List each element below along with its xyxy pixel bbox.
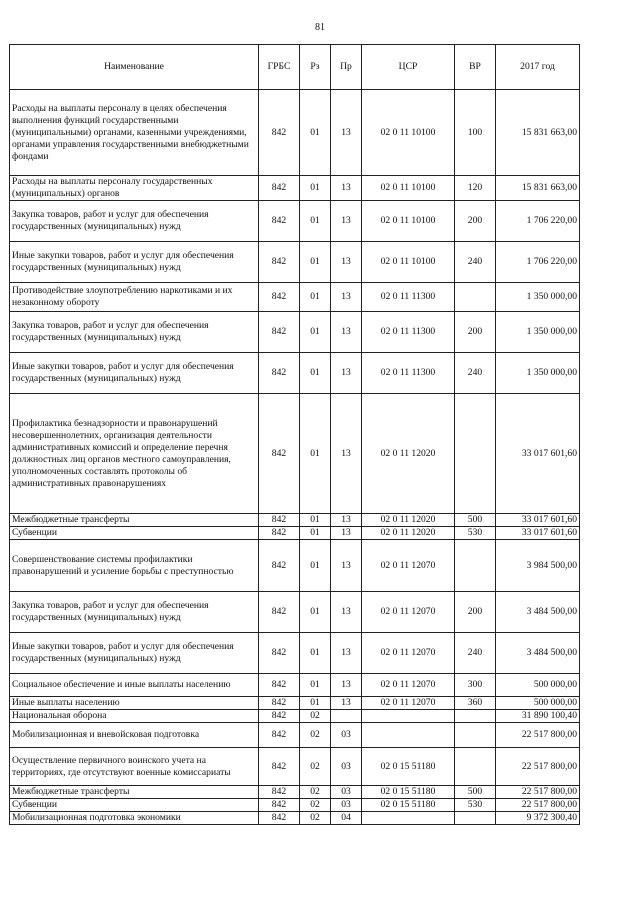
table-row [10, 514, 580, 527]
cell-pr: 13 [331, 697, 362, 710]
cell-sum: 3 984 500,00 [496, 540, 580, 592]
cell-grbs: 842 [259, 514, 300, 527]
cell-rz: 01 [300, 674, 331, 697]
cell-csr: 02 0 15 51180 [362, 748, 455, 786]
cell-name: Иные закупки товаров, работ и услуг для обеспечения государственных (муниципальных) нужд [10, 633, 259, 674]
cell-sum: 31 890 100,40 [496, 710, 580, 723]
cell-sum: 33 017 601,60 [496, 514, 580, 527]
cell-sum: 22 517 800,00 [496, 799, 580, 812]
cell-csr: 02 0 11 12070 [362, 674, 455, 697]
cell-sum: 9 372 300,40 [496, 812, 580, 825]
cell-pr: 13 [331, 514, 362, 527]
cell-grbs: 842 [259, 394, 300, 514]
cell-pr: 13 [331, 633, 362, 674]
cell-grbs: 842 [259, 527, 300, 540]
cell-csr [362, 710, 455, 723]
cell-sum: 500 000,00 [496, 697, 580, 710]
cell-name: Межбюджетные трансферты [10, 786, 259, 799]
table-row [10, 812, 580, 825]
cell-rz: 01 [300, 540, 331, 592]
cell-name: Межбюджетные трансферты [10, 514, 259, 527]
cell-pr: 13 [331, 527, 362, 540]
cell-rz: 01 [300, 697, 331, 710]
cell-pr: 13 [331, 176, 362, 201]
cell-name: Иные закупки товаров, работ и услуг для обеспечения государственных (муниципальных) нужд [10, 242, 259, 283]
table-row [10, 786, 580, 799]
cell-name: Субвенции [10, 527, 259, 540]
cell-pr: 04 [331, 812, 362, 825]
cell-name: Профилактика безнадзорности и правонарушений несовершеннолетних, организация деятельности административных комиссий и определение перечня должностных лиц органов местного самоуправления, уполномоченных составлять протоколы об административных правонарушениях [10, 394, 259, 514]
cell-pr [331, 710, 362, 723]
cell-name: Расходы на выплаты персоналу в целях обеспечения выполнения функций государственными (муниципальными) органами, казенными учреждениями, органами управления государственными внебюджетными фондами [10, 90, 259, 176]
cell-grbs: 842 [259, 312, 300, 353]
cell-vr: 240 [455, 353, 496, 394]
header-name: Наименование [10, 45, 259, 90]
cell-vr: 240 [455, 633, 496, 674]
cell-pr: 03 [331, 786, 362, 799]
cell-name: Социальное обеспечение и иные выплаты населению [10, 674, 259, 697]
cell-grbs: 842 [259, 353, 300, 394]
cell-sum: 15 831 663,00 [496, 90, 580, 176]
table-row [10, 723, 580, 748]
cell-pr: 03 [331, 799, 362, 812]
cell-vr: 530 [455, 527, 496, 540]
cell-rz: 02 [300, 786, 331, 799]
cell-name: Субвенции [10, 799, 259, 812]
cell-csr: 02 0 11 12070 [362, 540, 455, 592]
table-row [10, 242, 580, 283]
cell-csr: 02 0 11 10100 [362, 242, 455, 283]
cell-csr: 02 0 11 10100 [362, 176, 455, 201]
cell-sum: 15 831 663,00 [496, 176, 580, 201]
cell-sum: 1 350 000,00 [496, 353, 580, 394]
cell-name: Мобилизационная подготовка экономики [10, 812, 259, 825]
cell-vr [455, 394, 496, 514]
cell-vr: 240 [455, 242, 496, 283]
cell-pr: 03 [331, 748, 362, 786]
cell-grbs: 842 [259, 242, 300, 283]
cell-vr: 120 [455, 176, 496, 201]
cell-rz: 02 [300, 710, 331, 723]
cell-vr: 200 [455, 592, 496, 633]
cell-sum: 1 350 000,00 [496, 312, 580, 353]
cell-vr: 360 [455, 697, 496, 710]
budget-table [9, 44, 580, 825]
cell-pr: 13 [331, 90, 362, 176]
cell-vr [455, 812, 496, 825]
cell-name: Иные выплаты населению [10, 697, 259, 710]
cell-name: Закупка товаров, работ и услуг для обеспечения государственных (муниципальных) нужд [10, 312, 259, 353]
cell-pr: 13 [331, 242, 362, 283]
cell-csr: 02 0 11 10100 [362, 90, 455, 176]
cell-rz: 02 [300, 748, 331, 786]
cell-rz: 01 [300, 527, 331, 540]
cell-csr: 02 0 11 12070 [362, 633, 455, 674]
cell-rz: 01 [300, 201, 331, 242]
table-row [10, 527, 580, 540]
table-row [10, 353, 580, 394]
cell-vr: 200 [455, 312, 496, 353]
cell-vr [455, 283, 496, 312]
cell-grbs: 842 [259, 786, 300, 799]
cell-grbs: 842 [259, 723, 300, 748]
table-row [10, 674, 580, 697]
cell-sum: 22 517 800,00 [496, 786, 580, 799]
cell-vr: 500 [455, 786, 496, 799]
table-row [10, 697, 580, 710]
cell-rz: 01 [300, 592, 331, 633]
cell-rz: 01 [300, 312, 331, 353]
cell-name: Национальная оборона [10, 710, 259, 723]
cell-csr: 02 0 15 51180 [362, 799, 455, 812]
cell-csr: 02 0 15 51180 [362, 786, 455, 799]
cell-pr: 03 [331, 723, 362, 748]
cell-csr [362, 812, 455, 825]
cell-rz: 01 [300, 242, 331, 283]
cell-csr: 02 0 11 12020 [362, 394, 455, 514]
cell-csr: 02 0 11 11300 [362, 353, 455, 394]
cell-sum: 3 484 500,00 [496, 592, 580, 633]
cell-pr: 13 [331, 353, 362, 394]
cell-name: Закупка товаров, работ и услуг для обеспечения государственных (муниципальных) нужд [10, 592, 259, 633]
cell-grbs: 842 [259, 592, 300, 633]
cell-pr: 13 [331, 312, 362, 353]
table-row [10, 176, 580, 201]
header-rz: Рз [300, 45, 331, 90]
table-row [10, 283, 580, 312]
cell-pr: 13 [331, 674, 362, 697]
cell-grbs: 842 [259, 748, 300, 786]
cell-sum: 33 017 601,60 [496, 527, 580, 540]
cell-csr: 02 0 11 10100 [362, 201, 455, 242]
cell-csr: 02 0 11 12070 [362, 592, 455, 633]
cell-sum: 22 517 800,00 [496, 723, 580, 748]
cell-vr: 500 [455, 514, 496, 527]
cell-sum: 33 017 601,60 [496, 394, 580, 514]
cell-vr [455, 723, 496, 748]
cell-sum: 1 706 220,00 [496, 242, 580, 283]
table-row [10, 394, 580, 514]
cell-vr [455, 710, 496, 723]
cell-sum: 1 706 220,00 [496, 201, 580, 242]
cell-csr: 02 0 11 11300 [362, 312, 455, 353]
cell-grbs: 842 [259, 697, 300, 710]
cell-sum: 22 517 800,00 [496, 748, 580, 786]
cell-rz: 02 [300, 723, 331, 748]
cell-sum: 500 000,00 [496, 674, 580, 697]
header-grbs: ГРБС [259, 45, 300, 90]
cell-grbs: 842 [259, 633, 300, 674]
table-row [10, 799, 580, 812]
table-row [10, 90, 580, 176]
table-row [10, 710, 580, 723]
cell-rz: 01 [300, 514, 331, 527]
header-vr: ВР [455, 45, 496, 90]
table-row [10, 633, 580, 674]
cell-pr: 13 [331, 201, 362, 242]
cell-grbs: 842 [259, 812, 300, 825]
header-csr: ЦСР [362, 45, 455, 90]
cell-pr: 13 [331, 394, 362, 514]
cell-rz: 01 [300, 283, 331, 312]
cell-csr: 02 0 11 12020 [362, 527, 455, 540]
table-row [10, 312, 580, 353]
cell-vr: 530 [455, 799, 496, 812]
header-pr: Пр [331, 45, 362, 90]
cell-grbs: 842 [259, 201, 300, 242]
cell-grbs: 842 [259, 283, 300, 312]
cell-pr: 13 [331, 592, 362, 633]
cell-sum: 3 484 500,00 [496, 633, 580, 674]
cell-rz: 02 [300, 799, 331, 812]
cell-name: Закупка товаров, работ и услуг для обеспечения государственных (муниципальных) нужд [10, 201, 259, 242]
cell-pr: 13 [331, 283, 362, 312]
cell-grbs: 842 [259, 176, 300, 201]
cell-grbs: 842 [259, 90, 300, 176]
cell-vr: 200 [455, 201, 496, 242]
table-row [10, 540, 580, 592]
cell-grbs: 842 [259, 674, 300, 697]
cell-rz: 01 [300, 176, 331, 201]
cell-grbs: 842 [259, 540, 300, 592]
cell-csr [362, 723, 455, 748]
cell-name: Мобилизационная и вневойсковая подготовка [10, 723, 259, 748]
page-number: 81 [315, 22, 325, 33]
cell-name: Осуществление первичного воинского учета на территориях, где отсутствуют военные комиссариаты [10, 748, 259, 786]
cell-sum: 1 350 000,00 [496, 283, 580, 312]
cell-vr: 300 [455, 674, 496, 697]
table-row [10, 592, 580, 633]
cell-rz: 01 [300, 633, 331, 674]
cell-name: Совершенствование системы профилактики правонарушений и усиление борьбы с преступностью [10, 540, 259, 592]
table-row [10, 748, 580, 786]
cell-vr: 100 [455, 90, 496, 176]
cell-name: Иные закупки товаров, работ и услуг для обеспечения государственных (муниципальных) нужд [10, 353, 259, 394]
cell-csr: 02 0 11 12020 [362, 514, 455, 527]
cell-name: Противодействие злоупотреблению наркотиками и их незаконному обороту [10, 283, 259, 312]
cell-pr: 13 [331, 540, 362, 592]
cell-rz: 01 [300, 353, 331, 394]
cell-csr: 02 0 11 12070 [362, 697, 455, 710]
cell-rz: 01 [300, 90, 331, 176]
cell-grbs: 842 [259, 710, 300, 723]
cell-grbs: 842 [259, 799, 300, 812]
cell-rz: 01 [300, 394, 331, 514]
header-sum-2017: 2017 год [496, 45, 580, 90]
cell-name: Расходы на выплаты персоналу государственных (муниципальных) органов [10, 176, 259, 201]
cell-rz: 02 [300, 812, 331, 825]
cell-vr [455, 748, 496, 786]
header-row [10, 45, 580, 90]
cell-vr [455, 540, 496, 592]
table-row [10, 201, 580, 242]
cell-csr: 02 0 11 11300 [362, 283, 455, 312]
